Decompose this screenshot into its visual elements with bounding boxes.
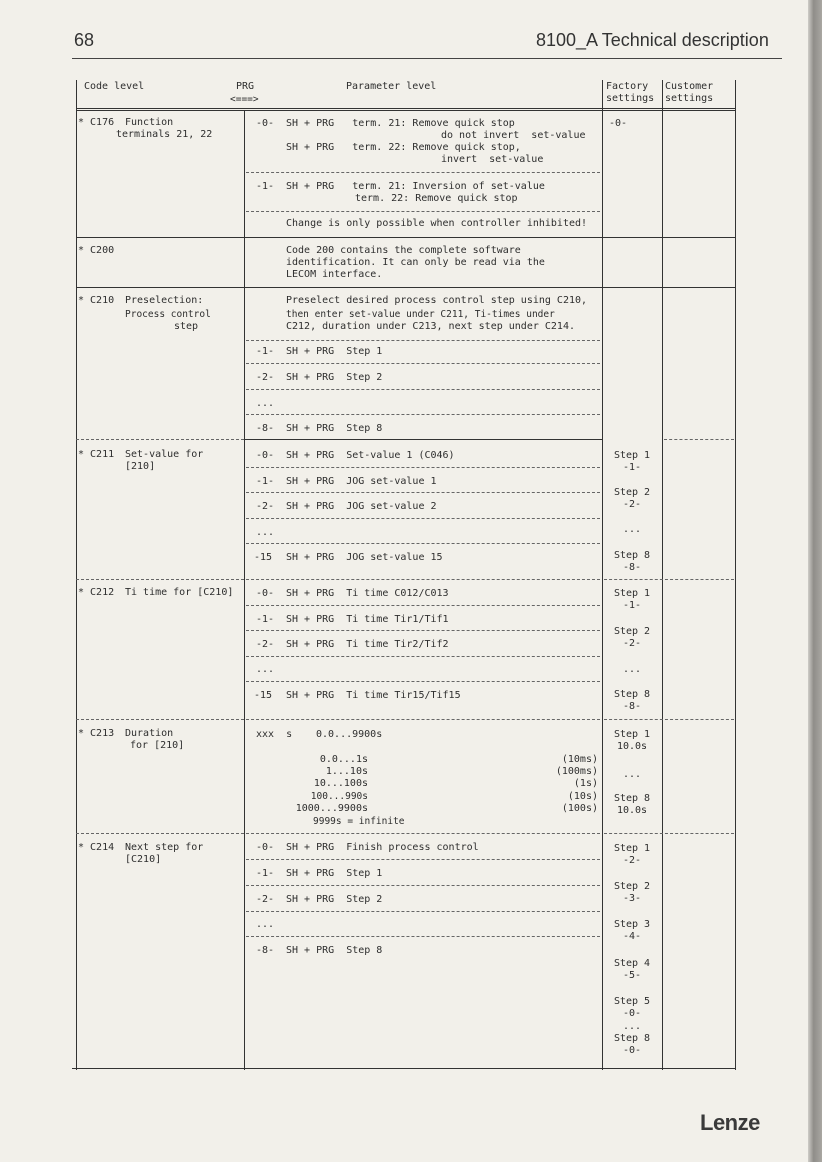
code-name: Preselection: [125,295,204,306]
factory-setting: -2- [622,499,642,510]
row-rule-dashed [76,833,244,834]
header-row-rule [76,108,736,109]
col-header-prg: PRG [236,81,255,92]
page-title: 8100_A Technical description [536,30,769,50]
factory-setting: Step 1 [613,450,651,461]
option-text: SH + PRG Ti time C012/C013 [286,588,449,599]
factory-ellipsis: ... [622,1021,642,1032]
factory-setting: Step 1 [613,843,651,854]
option-text: SH + PRG Ti time Tir1/Tif1 [286,614,449,625]
header-row-rule-2 [76,110,736,111]
col-header-code-level: Code level [84,81,145,92]
factory-setting: -1- [622,462,642,473]
description: identification. It can only be read via the [286,257,545,268]
dashed-separator [246,467,600,468]
code: * C212 [78,587,115,598]
range-step: (100s) [561,803,598,814]
code-name: Ti time for [C210] [125,587,234,598]
option-number: -1- [256,614,275,625]
dashed-separator [246,414,600,415]
page-number: 68 [74,30,95,50]
dashed-separator [246,211,600,212]
row-rule-dashed [664,439,734,440]
option-text: SH + PRG JOG set-value 2 [286,501,437,512]
dashed-separator [246,543,600,544]
unit: xxx s [256,729,293,740]
ellipsis: ... [256,664,275,675]
code-name-2: for [210] [130,740,185,751]
code-name-2: [210] [125,461,156,472]
code: * C200 [78,245,115,256]
option-number: -1- [256,346,275,357]
row-rule-dashed [604,833,734,834]
col-sep-factory [662,80,663,1070]
code-name: Set-value for [125,449,204,460]
option-number: -0- [256,842,275,853]
factory-setting: -2- [622,638,642,649]
row-rule [76,237,736,238]
range-row: 10...100s [313,778,368,789]
code-name-2: terminals 21, 22 [116,129,213,140]
range-row: 0.0...1s [319,754,368,765]
table-bottom-rule [72,1068,736,1069]
factory-setting: Step 8 [613,1033,651,1044]
range-step: (10ms) [561,754,598,765]
code-name-2: Process control [125,309,211,320]
dashed-separator [246,363,600,364]
col-sep-code [244,110,245,1070]
option-text: SH + PRG Step 8 [286,945,383,956]
option-text: SH + PRG Set-value 1 (C046) [286,450,455,461]
code-name: Next step for [125,842,204,853]
table-border-left [76,80,77,1070]
factory-setting: -0- [609,118,628,129]
factory-setting: -0- [622,1008,642,1019]
option-text: SH + PRG term. 21: Inversion of set-value [286,181,545,192]
code-name-3: step [174,321,199,332]
option-number: -8- [256,423,275,434]
factory-setting: -5- [622,970,642,981]
col-header-factory: Factory [606,81,649,92]
row-rule-dashed [246,719,600,720]
range-step: (10s) [567,791,598,802]
code-name: Function [125,117,174,128]
factory-ellipsis: ... [622,524,642,535]
option-number: -0- [256,588,275,599]
option-text: SH + PRG Finish process control [286,842,479,853]
ellipsis: ... [256,919,275,930]
option-text: term. 22: Remove quick stop [355,193,518,204]
factory-ellipsis: ... [622,664,642,675]
dashed-separator [246,340,600,341]
option-text: SH + PRG Step 2 [286,894,383,905]
factory-setting: Step 2 [613,487,651,498]
option-number: -2- [256,372,275,383]
dashed-separator [246,492,600,493]
option-number: -2- [256,501,275,512]
factory-setting: 10.0s [616,741,648,752]
option-text: SH + PRG Step 8 [286,423,383,434]
option-text: SH + PRG JOG set-value 1 [286,476,437,487]
factory-setting: 10.0s [616,805,648,816]
option-text: SH + PRG Ti time Tir15/Tif15 [286,690,461,701]
dashed-separator [246,656,600,657]
note: Change is only possible when controller inhibited! [286,218,588,229]
dashed-separator [246,389,600,390]
option-text: do not invert set-value [441,130,586,141]
code: * C210 [78,295,115,306]
option-number: -2- [256,894,275,905]
option-text: SH + PRG Ti time Tir2/Tif2 [286,639,449,650]
option-text: SH + PRG Step 1 [286,868,383,879]
factory-setting: -0- [622,1045,642,1056]
col-header-parameter-level: Parameter level [346,81,437,92]
factory-setting: Step 1 [613,729,651,740]
ellipsis: ... [256,527,275,538]
row-rule [76,287,736,288]
header-rule [72,58,782,59]
option-text: SH + PRG term. 22: Remove quick stop, [286,142,521,153]
col-header-factory-2: settings [606,93,655,104]
option-text: SH + PRG JOG set-value 15 [286,552,443,563]
row-rule-dashed [246,579,600,580]
range-step: (1s) [573,778,598,789]
range-row: 100...990s [310,791,368,802]
lenze-logo: Lenze [700,1110,760,1135]
code-name: Duration [125,728,174,739]
option-text: SH + PRG term. 21: Remove quick stop [286,118,515,129]
col-header-customer-2: settings [665,93,714,104]
option-text: SH + PRG Step 2 [286,372,383,383]
infinite-note: 9999s = infinite [313,816,405,827]
factory-setting: Step 2 [613,626,651,637]
factory-setting: -8- [622,562,642,573]
factory-setting: -8- [622,701,642,712]
row-rule-dashed [604,719,734,720]
option-text: invert set-value [441,154,544,165]
value-range: 0.0...9900s [316,729,383,740]
code: * C214 [78,842,115,853]
row-rule-dashed [76,719,244,720]
option-number: -15 [254,552,273,563]
dashed-separator [246,885,600,886]
dashed-separator [246,936,600,937]
ellipsis: ... [256,398,275,409]
option-text: SH + PRG Step 1 [286,346,383,357]
row-rule-dashed [76,579,244,580]
factory-setting: Step 5 [613,996,651,1007]
dashed-separator [246,172,600,173]
factory-setting: Step 8 [613,793,651,804]
code-name-2: [C210] [125,854,162,865]
factory-ellipsis: ... [622,769,642,780]
range-step: (100ms) [555,766,598,777]
description: then enter set-value under C211, Ti-times under [286,309,555,320]
dashed-separator [246,630,600,631]
option-number: -0- [256,450,275,461]
range-row: 1...10s [325,766,368,777]
option-number: -1- [256,181,275,192]
description: Preselect desired process control step using C210, [286,295,588,306]
factory-setting: -4- [622,931,642,942]
description: LECOM interface. [286,269,383,280]
factory-setting: Step 4 [613,958,651,969]
code: * C176 [78,117,115,128]
factory-setting: -1- [622,600,642,611]
factory-setting: -2- [622,855,642,866]
description: Code 200 contains the complete software [286,245,521,256]
dashed-separator [246,518,600,519]
row-rule-dashed [76,439,244,440]
option-number: -1- [256,476,275,487]
dashed-separator [246,859,600,860]
description: C212, duration under C213, next step under C214. [286,321,575,332]
option-number: -2- [256,639,275,650]
factory-setting: Step 3 [613,919,651,930]
row-rule [244,439,602,440]
factory-setting: Step 1 [613,588,651,599]
factory-setting: Step 2 [613,881,651,892]
row-rule-dashed [246,833,600,834]
dashed-separator [246,681,600,682]
option-number: -0- [256,118,275,129]
dashed-separator [246,911,600,912]
range-row: 1000...9900s [295,803,368,814]
table-border-right [735,80,736,1070]
row-rule-dashed [604,579,734,580]
option-number: -1- [256,868,275,879]
code: * C211 [78,449,115,460]
factory-setting: Step 8 [613,550,651,561]
col-header-customer: Customer [665,81,714,92]
factory-setting: Step 8 [613,689,651,700]
col-header-arrow: <===> [230,94,259,105]
dashed-separator [246,605,600,606]
option-number: -15 [254,690,273,701]
option-number: -8- [256,945,275,956]
page-edge-shadow [808,0,822,1162]
code: * C213 [78,728,115,739]
factory-setting: -3- [622,893,642,904]
